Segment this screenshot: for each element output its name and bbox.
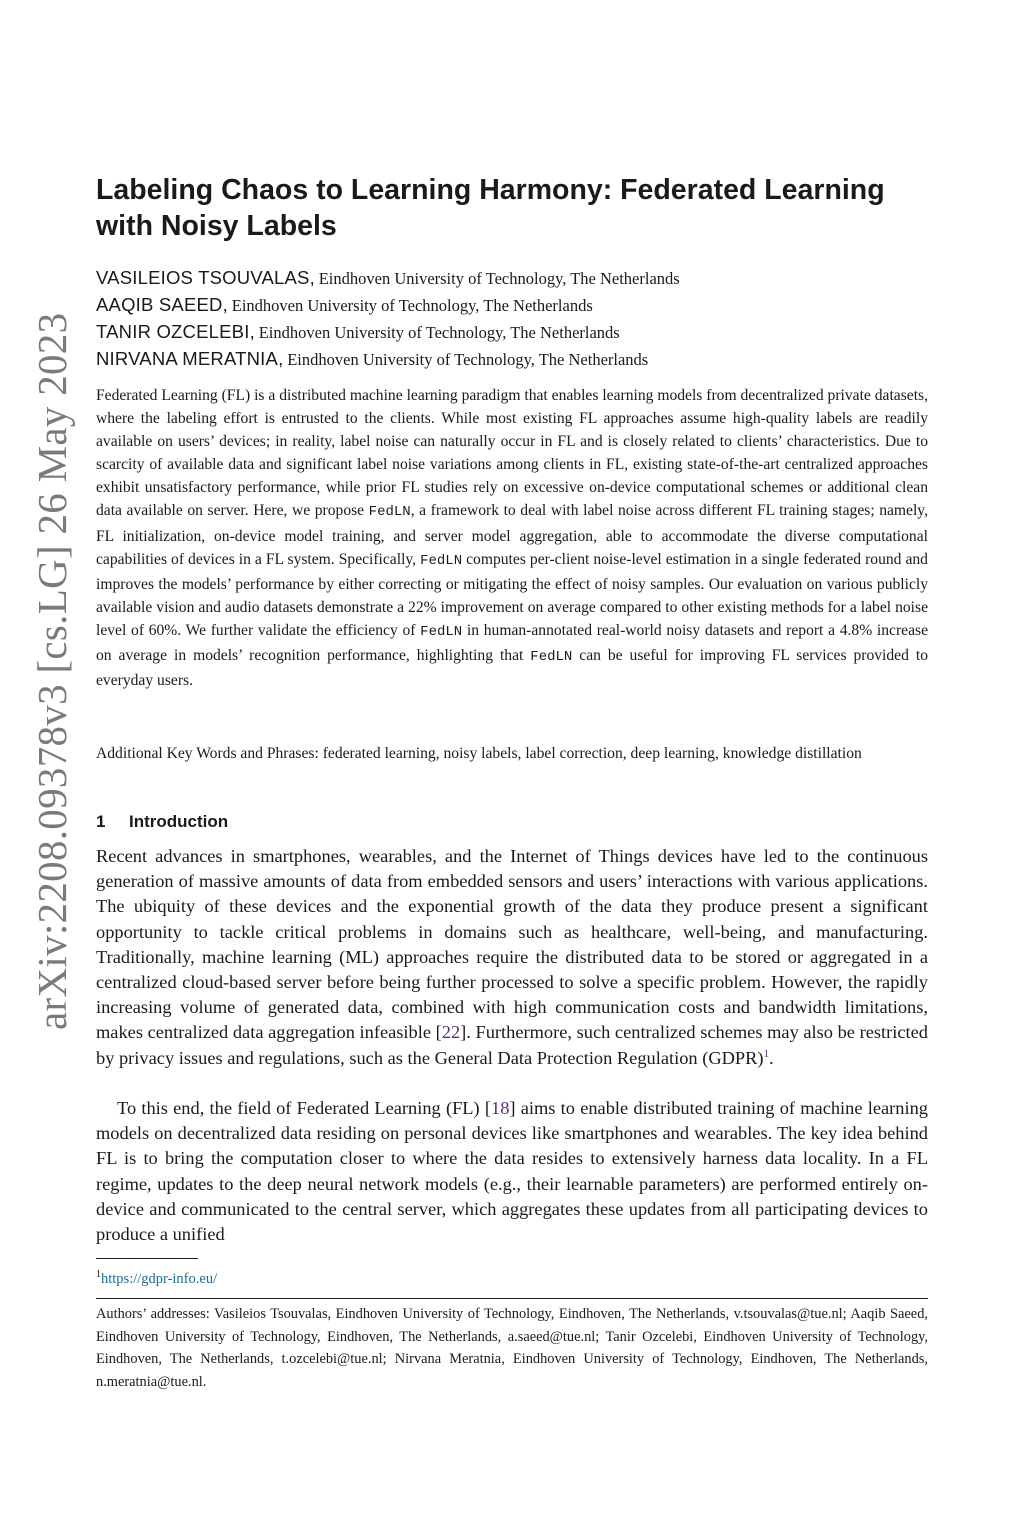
footnote-url-link[interactable]: https://gdpr-info.eu/ <box>101 1270 218 1287</box>
author-entry <box>96 291 936 318</box>
author-name: TANIR OZCELEBI <box>96 321 250 342</box>
author-separator: , <box>278 348 284 369</box>
author-entry <box>96 264 936 291</box>
footnote-divider <box>96 1258 198 1259</box>
footnote-reference[interactable]: 1 <box>763 1047 770 1060</box>
author-affiliation: Eindhoven University of Technology, The Netherlands <box>258 323 620 342</box>
keywords: Additional Key Words and Phrases: federated learning, noisy labels, label correction, deep learning, knowledge distillation <box>96 745 862 762</box>
paragraph-text: . <box>769 1047 774 1068</box>
paragraph-text: ]. Furthermore, such centralized schemes may also be restricted by privacy issues and regulations, such as the General Data Protection Regulation (GDPR) <box>96 1022 928 1068</box>
intro-paragraph <box>96 844 928 1071</box>
author-name: AAQIB SAEED <box>96 294 223 315</box>
abstract-text: in human-annotated real-world noisy datasets and report a 4.8% increase on average in models’ recognition performance, highlighting that <box>96 621 929 665</box>
method-name: FedLN <box>530 649 573 666</box>
author-name: VASILEIOS TSOUVALAS <box>96 267 310 288</box>
author-separator: , <box>249 321 255 342</box>
footnote <box>96 1264 217 1290</box>
abstract <box>96 384 928 692</box>
section-heading <box>96 810 228 834</box>
method-name: FedLN <box>420 623 463 640</box>
author-name: NIRVANA MERATNIA <box>96 348 279 369</box>
arxiv-identifier-stamp: arXiv:2208.09378v3 [cs.LG] 26 May 2023 <box>29 312 75 1030</box>
paragraph-text: Recent advances in smartphones, wearables, and the Internet of Things devices have led to the continuous generation of massive amounts of data from embedded sensors and users’ interactions with various applications. The ubiquity of these devices and the exponential growth of the data they produce present a significant opportunity to tackle critical problems in domains such as healthcare, well-being, and manufacturing. Traditionally, machine learning (ML) approaches require the distributed data to be stored or aggregated in a centralized cloud-based server before being further processed to solve a specific problem. However, the rapidly increasing volume of generated data, combined with high communication costs and bandwidth limitations, makes centralized data aggregation infeasible [ <box>96 846 928 1043</box>
author-addresses: Authors’ addresses: Vasileios Tsouvalas, Eindhoven University of Technology, Eindhoven, The Netherlands, v.tsouvalas@tue.nl; Aaqib Saeed, Eindhoven University of Technology, Eindhoven, The Netherlands, a.saeed@tue.nl; Tanir Ozcelebi, Eindhoven University of Technology, Eindhoven, The Netherlands, t.ozcelebi@tue.nl; Nirvana Meratnia, Eindhoven University of Technology, Eindhoven, The Netherlands, n.meratnia@tue.nl. <box>96 1306 928 1390</box>
author-affiliation: Eindhoven University of Technology, The Netherlands <box>231 296 593 315</box>
citation-link[interactable]: 18 <box>491 1098 510 1118</box>
author-separator: , <box>309 267 315 288</box>
paragraph-text: To this end, the field of Federated Learning (FL) [ <box>117 1098 491 1118</box>
abstract-text: Federated Learning (FL) is a distributed machine learning paradigm that enables learning models from decentralized private datasets, where the labeling effort is entrusted to the clients. While most existing FL approaches assume high-quality labels are readily available on users’ devices; in reality, label noise can naturally occur in FL and is closely related to clients’ characteristics. Due to scarcity of available data and significant label noise variations among clients in FL, existing state-of-the-art centralized approaches exhibit unsatisfactory performance, while prior FL studies rely on excessive on-device computational schemes or additional clean data available on server. Here, we propose <box>96 387 928 520</box>
author-affiliation: Eindhoven University of Technology, The Netherlands <box>287 350 649 369</box>
author-list <box>96 264 936 372</box>
author-entry <box>96 318 936 345</box>
abstract-text: can be useful for improving FL services provided to everyday users. <box>96 647 928 690</box>
section-title: Introduction <box>129 812 229 831</box>
addresses-divider <box>96 1298 928 1299</box>
author-entry <box>96 345 936 372</box>
paragraph-text: ] aims to enable distributed training of machine learning models on decentralized data residing on personal devices like smartphones and wearables. The key idea behind FL is to bring the computation closer to where the data resides to extensively harness data locality. In a FL regime, updates to the deep neural network models (e.g., their learnable parameters) are performed entirely on-device and communicated to the central server, which aggregates these updates from all participating devices to produce a unified <box>96 1098 928 1245</box>
intro-paragraph <box>96 1096 928 1247</box>
method-name: FedLN <box>420 552 463 569</box>
footnote-mark: 1 <box>96 1269 101 1280</box>
section-number: 1 <box>96 812 106 831</box>
method-name: FedLN <box>368 504 411 521</box>
abstract-text: , a framework to deal with label noise across different FL training stages; namely, FL initialization, on-device model training, and server model aggregation, able to accommodate the diverse computational capabilities of devices in a FL system. Specifically, <box>96 502 928 568</box>
author-affiliation: Eindhoven University of Technology, The Netherlands <box>318 269 680 288</box>
author-separator: , <box>222 294 228 315</box>
paper-title: Labeling Chaos to Learning Harmony: Federated Learning with Noisy Labels <box>96 174 885 242</box>
citation-link[interactable]: 22 <box>441 1022 461 1043</box>
abstract-text: computes per-client noise-level estimation in a single federated round and improves the models’ performance by either correcting or mitigating the effect of noisy samples. Our evaluation on various publicly available vision and audio datasets demonstrate a 22% improvement on average compared to other existing methods for a label noise level of 60%. We further validate the efficiency of <box>96 550 928 639</box>
